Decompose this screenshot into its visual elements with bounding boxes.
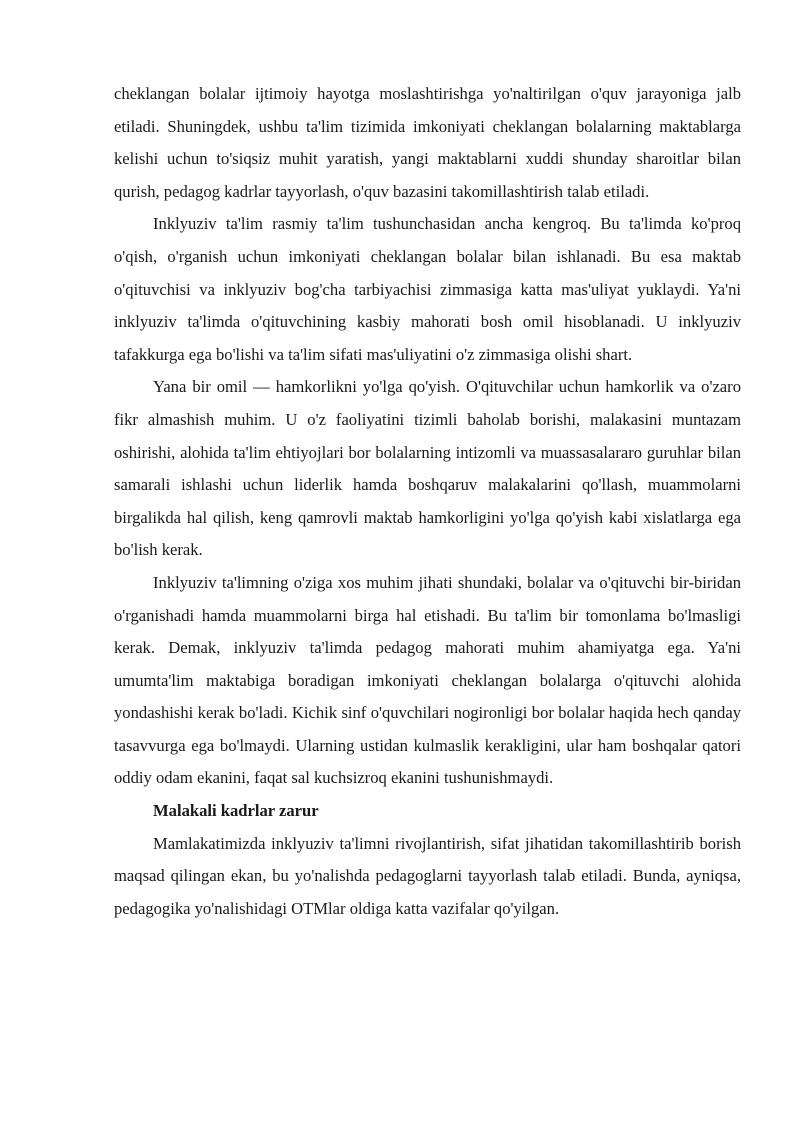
section-heading: Malakali kadrlar zarur [153, 801, 319, 821]
paragraph-1: cheklangan bolalar ijtimoiy hayotga moslashtirishga yo'naltirilgan o'quv jarayoniga jalb etiladi. Shuningdek, ushbu ta'lim tizimida imkoniyati cheklangan bolalarning maktablarga kelishi uchun to'siqsiz muhit yaratish, yangi maktablarni xuddi shunday sharoitlar bilan qurish, pedagog kadrlar tayyorlash, o'quv bazasini takomillashtirish talab etiladi. [114, 84, 741, 201]
paragraph-2: Inklyuziv ta'lim rasmiy ta'lim tushunchasidan ancha kengroq. Bu ta'limda ko'proq o'qish, o'rganish uchun imkoniyati cheklangan bolalar bilan ishlanadi. Bu esa maktab o'qituvchisi va inklyuziv bog'cha tarbiyachisi zimmasiga katta mas'uliyat yuklaydi. Ya'ni inklyuziv ta'limda o'qituvchining kasbiy mahorati bosh omil hisoblanadi. U inklyuziv tafakkurga ega bo'lishi va ta'lim sifati mas'uliyatini o'z zimmasiga olishi shart. [114, 214, 741, 364]
paragraph-4: Inklyuziv ta'limning o'ziga xos muhim jihati shundaki, bolalar va o'qituvchi bir-biridan o'rganishadi hamda muammolarni birga hal etishadi. Bu ta'lim bir tomonlama bo'lmasligi kerak. Demak, inklyuziv ta'limda pedagog mahorati muhim ahamiyatga ega. Ya'ni umumta'lim maktabiga boradigan imkoniyati cheklangan bolalarga o'qituvchi alohida yondashishi kerak bo'ladi. Kichik sinf o'quvchilari nogironligi bor bolalar haqida hech qanday tasavvurga ega bo'lmaydi. Ularning ustidan kulmaslik kerakligini, ular ham boshqalar qatori oddiy odam ekanini, faqat sal kuchsizroq ekanini tushunishmaydi. [114, 572, 741, 788]
document-page [114, 78, 741, 925]
paragraph-3: Yana bir omil — hamkorlikni yo'lga qo'yish. O'qituvchilar uchun hamkorlik va o'zaro fikr almashish muhim. U o'z faoliyatini tizimli baholab borishi, malakasini muntazam oshirishi, alohida ta'lim ehtiyojlari bor bolalarning intizomli va muassasalararo guruhlar bilan samarali ishlashi uchun liderlik hamda boshqaruv malakalarini qo'llash, muammolarni birgalikda hal qilish, keng qamrovli maktab hamkorligini yo'lga qo'yish kabi xislatlarga ega bo'lish kerak. [114, 377, 741, 560]
paragraph-5: Mamlakatimizda inklyuziv ta'limni rivojlantirish, sifat jihatidan takomillashtirib borish maqsad qilingan ekan, bu yo'nalishda pedagoglarni tayyorlash talab etiladi. Bunda, ayniqsa, pedagogika yo'nalishidagi OTMlar oldiga katta vazifalar qo'yilgan. [114, 833, 741, 918]
